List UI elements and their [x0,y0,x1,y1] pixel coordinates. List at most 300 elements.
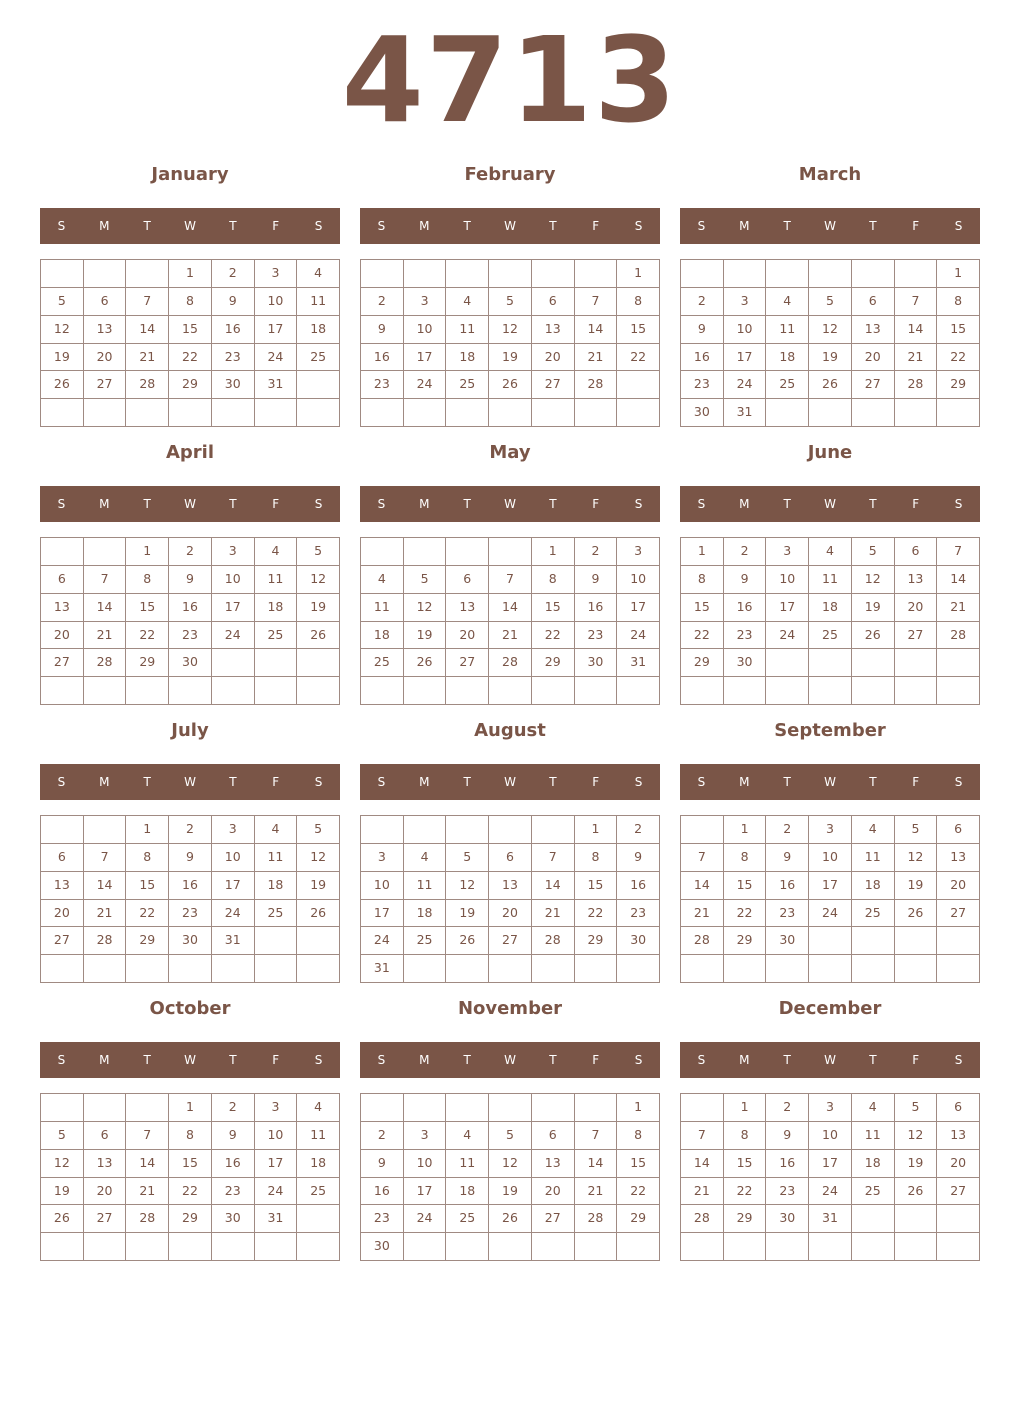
empty-cell [575,1233,618,1261]
day-cell: 26 [41,1205,84,1233]
weekday-label: T [869,497,877,511]
weekday-label: W [184,775,196,789]
day-cell: 23 [766,1178,809,1206]
day-cell: 22 [617,1178,660,1206]
weekday-label: M [99,775,110,789]
month-march [680,160,980,428]
day-cell: 7 [84,844,127,872]
day-cell: 19 [852,594,895,622]
day-cell: 24 [212,622,255,650]
day-cell: 14 [532,872,575,900]
day-cell: 11 [809,566,852,594]
day-cell: 18 [297,316,340,344]
empty-cell [681,1094,724,1122]
day-cell: 3 [617,538,660,566]
day-cell: 27 [41,649,84,677]
empty-cell [724,260,767,288]
day-cell: 6 [84,288,127,316]
day-cell: 27 [895,622,938,650]
day-cell: 5 [404,566,447,594]
day-cell: 16 [617,872,660,900]
day-cell: 18 [852,1150,895,1178]
empty-cell [361,260,404,288]
day-cell: 8 [681,566,724,594]
weekday-label: F [912,1053,920,1067]
empty-cell [724,677,767,705]
empty-cell [361,538,404,566]
day-cell: 20 [532,1178,575,1206]
day-cell: 13 [489,872,532,900]
empty-cell [297,399,340,427]
day-cell: 6 [41,566,84,594]
day-grid [680,259,980,427]
weekday-label: S [377,1053,386,1067]
weekday-label: T [229,775,237,789]
empty-cell [489,1233,532,1261]
empty-cell [809,677,852,705]
empty-cell [617,677,660,705]
empty-cell [575,399,618,427]
weekday-label: S [697,775,706,789]
weekday-label: S [57,497,66,511]
weekday-label: T [143,775,151,789]
day-cell: 28 [937,622,980,650]
weekday-label: T [229,219,237,233]
day-cell: 10 [724,316,767,344]
month-october [40,994,340,1262]
day-cell: 9 [766,844,809,872]
weekday-header [360,486,660,522]
day-cell: 22 [169,1178,212,1206]
empty-cell [766,955,809,983]
day-cell: 11 [255,844,298,872]
day-cell: 6 [532,1122,575,1150]
day-grid [360,1093,660,1261]
day-cell: 18 [297,1150,340,1178]
day-cell: 10 [404,1150,447,1178]
day-grid [360,259,660,427]
empty-cell [489,1094,532,1122]
empty-cell [852,1205,895,1233]
day-cell: 15 [126,872,169,900]
empty-cell [126,1094,169,1122]
weekday-label: W [184,497,196,511]
day-cell: 27 [852,371,895,399]
day-cell: 2 [212,1094,255,1122]
empty-cell [681,677,724,705]
day-grid [40,815,340,983]
weekday-label: T [869,1053,877,1067]
empty-cell [724,955,767,983]
empty-cell [126,1233,169,1261]
weekday-label: T [463,1053,471,1067]
empty-cell [489,260,532,288]
day-cell: 30 [766,927,809,955]
day-cell: 22 [169,344,212,372]
day-cell: 19 [297,594,340,622]
empty-cell [404,955,447,983]
day-cell: 29 [126,927,169,955]
day-cell: 3 [255,1094,298,1122]
empty-cell [126,677,169,705]
day-cell: 31 [361,955,404,983]
day-cell: 29 [532,649,575,677]
day-cell: 23 [169,900,212,928]
day-grid [360,537,660,705]
day-cell: 5 [489,1122,532,1150]
day-cell: 31 [255,371,298,399]
day-cell: 12 [41,1150,84,1178]
weekday-label: S [697,497,706,511]
empty-cell [169,677,212,705]
day-cell: 27 [489,927,532,955]
day-cell: 23 [766,900,809,928]
empty-cell [84,399,127,427]
day-cell: 7 [895,288,938,316]
empty-cell [297,677,340,705]
day-cell: 7 [575,1122,618,1150]
weekday-label: T [549,219,557,233]
weekday-label: T [143,497,151,511]
day-cell: 23 [361,371,404,399]
weekday-label: S [377,219,386,233]
empty-cell [766,649,809,677]
weekday-label: S [954,1053,963,1067]
day-cell: 6 [937,1094,980,1122]
day-cell: 27 [446,649,489,677]
empty-cell [489,399,532,427]
weekday-label: M [739,497,750,511]
empty-cell [575,955,618,983]
day-cell: 22 [724,1178,767,1206]
empty-cell [446,677,489,705]
day-cell: 3 [724,288,767,316]
day-cell: 16 [169,872,212,900]
day-cell: 20 [937,872,980,900]
day-cell: 18 [361,622,404,650]
day-cell: 31 [617,649,660,677]
day-cell: 15 [532,594,575,622]
day-cell: 13 [937,844,980,872]
empty-cell [532,260,575,288]
empty-cell [575,1094,618,1122]
day-cell: 3 [809,816,852,844]
day-cell: 13 [895,566,938,594]
weekday-label: W [504,497,516,511]
empty-cell [766,677,809,705]
empty-cell [852,955,895,983]
weekday-label: W [504,1053,516,1067]
day-cell: 24 [724,371,767,399]
month-title: July [171,720,209,741]
empty-cell [84,955,127,983]
day-cell: 10 [766,566,809,594]
day-cell: 22 [724,900,767,928]
day-cell: 29 [169,371,212,399]
empty-cell [809,649,852,677]
month-title: December [778,998,882,1019]
day-cell: 6 [41,844,84,872]
day-cell: 15 [617,1150,660,1178]
weekday-label: M [419,219,430,233]
empty-cell [681,1233,724,1261]
day-cell: 20 [937,1150,980,1178]
day-cell: 4 [255,816,298,844]
weekday-label: M [99,497,110,511]
day-cell: 24 [404,371,447,399]
day-cell: 4 [297,260,340,288]
day-cell: 13 [41,594,84,622]
day-cell: 6 [84,1122,127,1150]
day-cell: 11 [446,1150,489,1178]
day-cell: 8 [724,1122,767,1150]
weekday-label: S [314,219,323,233]
day-cell: 11 [297,1122,340,1150]
day-cell: 23 [169,622,212,650]
day-cell: 12 [895,844,938,872]
day-cell: 28 [126,371,169,399]
day-cell: 26 [297,900,340,928]
day-cell: 14 [489,594,532,622]
weekday-label: T [229,497,237,511]
empty-cell [41,1233,84,1261]
weekday-label: T [549,1053,557,1067]
day-cell: 5 [41,1122,84,1150]
day-cell: 13 [84,316,127,344]
month-july [40,716,340,984]
day-cell: 1 [126,538,169,566]
weekday-label: F [912,219,920,233]
day-cell: 26 [446,927,489,955]
day-cell: 15 [126,594,169,622]
day-cell: 9 [766,1122,809,1150]
weekday-header [360,208,660,244]
empty-cell [937,955,980,983]
day-cell: 19 [41,344,84,372]
day-cell: 9 [575,566,618,594]
day-cell: 23 [361,1205,404,1233]
day-cell: 12 [852,566,895,594]
empty-cell [895,955,938,983]
day-cell: 19 [489,1178,532,1206]
day-cell: 1 [126,816,169,844]
empty-cell [937,927,980,955]
day-cell: 8 [169,1122,212,1150]
empty-cell [297,371,340,399]
empty-cell [255,927,298,955]
weekday-label: S [314,1053,323,1067]
day-cell: 19 [446,900,489,928]
day-cell: 17 [361,900,404,928]
day-cell: 30 [361,1233,404,1261]
day-cell: 18 [809,594,852,622]
day-cell: 30 [169,649,212,677]
day-cell: 23 [724,622,767,650]
day-cell: 21 [681,1178,724,1206]
day-cell: 23 [575,622,618,650]
empty-cell [809,399,852,427]
day-grid [40,259,340,427]
empty-cell [766,1233,809,1261]
day-cell: 9 [361,316,404,344]
day-cell: 4 [446,1122,489,1150]
day-cell: 11 [361,594,404,622]
month-august [360,716,660,984]
day-cell: 21 [575,1178,618,1206]
day-cell: 30 [169,927,212,955]
month-title: August [474,720,546,741]
weekday-label: S [954,219,963,233]
day-cell: 22 [937,344,980,372]
weekday-label: S [634,1053,643,1067]
day-cell: 25 [852,900,895,928]
day-cell: 25 [446,1205,489,1233]
weekday-label: T [549,497,557,511]
month-title: April [165,442,215,463]
empty-cell [84,538,127,566]
day-grid [680,1093,980,1261]
weekday-label: F [592,219,600,233]
day-cell: 25 [809,622,852,650]
empty-cell [852,260,895,288]
day-cell: 13 [937,1122,980,1150]
weekday-label: S [377,775,386,789]
empty-cell [361,816,404,844]
day-cell: 7 [126,288,169,316]
weekday-header [680,208,980,244]
empty-cell [532,1233,575,1261]
day-cell: 22 [126,622,169,650]
day-cell: 4 [766,288,809,316]
day-cell: 21 [126,1178,169,1206]
day-cell: 24 [255,344,298,372]
day-cell: 2 [361,288,404,316]
day-cell: 27 [532,1205,575,1233]
empty-cell [404,260,447,288]
day-cell: 16 [724,594,767,622]
day-cell: 21 [84,622,127,650]
day-cell: 31 [212,927,255,955]
day-cell: 29 [724,927,767,955]
empty-cell [766,260,809,288]
day-cell: 15 [575,872,618,900]
empty-cell [297,649,340,677]
day-cell: 30 [724,649,767,677]
day-cell: 7 [681,844,724,872]
weekday-label: S [697,1053,706,1067]
day-cell: 12 [895,1122,938,1150]
day-cell: 27 [937,1178,980,1206]
day-cell: 18 [852,872,895,900]
day-cell: 27 [41,927,84,955]
weekday-label: T [783,775,791,789]
day-cell: 3 [766,538,809,566]
empty-cell [41,677,84,705]
day-cell: 3 [255,260,298,288]
empty-cell [532,1094,575,1122]
empty-cell [41,260,84,288]
day-cell: 13 [446,594,489,622]
day-cell: 23 [681,371,724,399]
empty-cell [404,677,447,705]
empty-cell [895,649,938,677]
day-cell: 8 [575,844,618,872]
day-cell: 6 [532,288,575,316]
weekday-label: M [99,1053,110,1067]
empty-cell [446,955,489,983]
day-cell: 5 [297,816,340,844]
day-cell: 5 [297,538,340,566]
day-cell: 20 [84,344,127,372]
day-cell: 6 [937,816,980,844]
day-cell: 21 [895,344,938,372]
day-cell: 1 [617,260,660,288]
empty-cell [575,677,618,705]
day-cell: 31 [809,1205,852,1233]
day-cell: 25 [297,344,340,372]
day-cell: 10 [255,1122,298,1150]
day-cell: 18 [446,344,489,372]
empty-cell [446,1094,489,1122]
day-cell: 2 [724,538,767,566]
month-april [40,438,340,706]
day-cell: 2 [575,538,618,566]
day-cell: 9 [617,844,660,872]
day-cell: 2 [617,816,660,844]
day-cell: 17 [404,344,447,372]
day-cell: 2 [766,1094,809,1122]
month-november [360,994,660,1262]
day-cell: 15 [169,316,212,344]
empty-cell [809,260,852,288]
month-title: June [807,442,853,463]
day-cell: 6 [446,566,489,594]
empty-cell [617,371,660,399]
day-cell: 4 [361,566,404,594]
month-title: November [457,998,563,1019]
day-cell: 7 [489,566,532,594]
day-cell: 21 [681,900,724,928]
day-cell: 10 [361,872,404,900]
empty-cell [532,677,575,705]
day-cell: 23 [617,900,660,928]
day-cell: 16 [361,1178,404,1206]
day-cell: 2 [169,538,212,566]
empty-cell [852,677,895,705]
empty-cell [169,955,212,983]
day-cell: 25 [404,927,447,955]
day-cell: 13 [84,1150,127,1178]
weekday-label: T [463,219,471,233]
weekday-label: W [184,219,196,233]
weekday-label: M [739,775,750,789]
day-cell: 18 [766,344,809,372]
empty-cell [809,955,852,983]
weekday-label: S [634,219,643,233]
day-cell: 28 [681,927,724,955]
day-cell: 20 [84,1178,127,1206]
empty-cell [852,399,895,427]
month-title: March [798,164,862,185]
day-cell: 30 [575,649,618,677]
weekday-label: M [419,1053,430,1067]
empty-cell [937,677,980,705]
empty-cell [937,649,980,677]
day-cell: 12 [489,316,532,344]
empty-cell [532,955,575,983]
empty-cell [361,399,404,427]
day-cell: 12 [297,566,340,594]
